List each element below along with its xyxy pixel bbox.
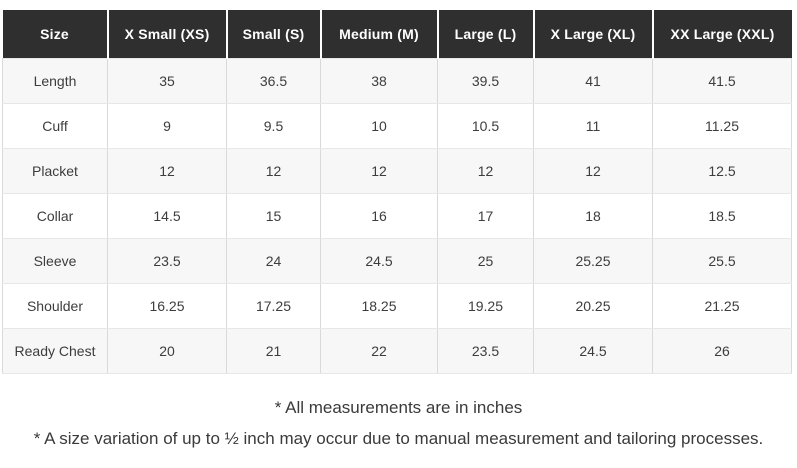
size-chart-body [3,59,792,374]
size-chart-header [3,10,792,59]
measurement-cell: 12 [321,149,438,194]
measurement-cell: 25.25 [534,239,653,284]
column-header-xsmall: X Small (XS) [108,10,227,59]
row-label: Placket [3,149,108,194]
measurement-cell: 41 [534,59,653,104]
measurement-cell: 9.5 [227,104,321,149]
measurement-cell: 17.25 [227,284,321,329]
measurement-cell: 19.25 [438,284,534,329]
measurement-cell: 18.25 [321,284,438,329]
footnotes [0,397,797,450]
measurement-cell: 35 [108,59,227,104]
measurement-cell: 15 [227,194,321,239]
measurement-cell: 41.5 [653,59,792,104]
measurement-cell: 26 [653,329,792,374]
note-measurements-in-inches: * All measurements are in inches [274,398,523,417]
measurement-cell: 16 [321,194,438,239]
row-label: Length [3,59,108,104]
row-label: Ready Chest [3,329,108,374]
measurement-cell: 12 [438,149,534,194]
table-row-placket [3,149,792,194]
measurement-cell: 23.5 [438,329,534,374]
measurement-cell: 21.25 [653,284,792,329]
table-row-shoulder [3,284,792,329]
measurement-cell: 24 [227,239,321,284]
measurement-cell: 22 [321,329,438,374]
measurement-cell: 25 [438,239,534,284]
column-header-size: Size [3,10,108,59]
measurement-cell: 18 [534,194,653,239]
measurement-cell: 38 [321,59,438,104]
measurement-cell: 23.5 [108,239,227,284]
column-header-medium: Medium (M) [321,10,438,59]
measurement-cell: 12 [108,149,227,194]
column-header-small: Small (S) [227,10,321,59]
column-header-xlarge: X Large (XL) [534,10,653,59]
column-header-xxlarge: XX Large (XXL) [653,10,792,59]
measurement-cell: 16.25 [108,284,227,329]
table-row-cuff [3,104,792,149]
measurement-cell: 20.25 [534,284,653,329]
measurement-cell: 9 [108,104,227,149]
row-label: Collar [3,194,108,239]
measurement-cell: 10 [321,104,438,149]
measurement-cell: 14.5 [108,194,227,239]
measurement-cell: 21 [227,329,321,374]
measurement-cell: 11 [534,104,653,149]
measurement-cell: 10.5 [438,104,534,149]
table-row-collar [3,194,792,239]
note-size-variation: * A size variation of up to ½ inch may occur due to manual measurement and tailoring processes. [33,429,764,449]
measurement-cell: 24.5 [534,329,653,374]
table-row-ready-chest [3,329,792,374]
measurement-cell: 36.5 [227,59,321,104]
row-label: Sleeve [3,239,108,284]
measurement-cell: 12.5 [653,149,792,194]
size-chart-table [2,10,792,374]
measurement-cell: 18.5 [653,194,792,239]
column-header-large: Large (L) [438,10,534,59]
measurement-cell: 17 [438,194,534,239]
measurement-cell: 24.5 [321,239,438,284]
header-row [3,10,792,59]
measurement-cell: 12 [227,149,321,194]
table-row-length [3,59,792,104]
measurement-cell: 25.5 [653,239,792,284]
row-label: Shoulder [3,284,108,329]
size-chart-container [2,10,791,374]
measurement-cell: 39.5 [438,59,534,104]
measurement-cell: 20 [108,329,227,374]
table-row-sleeve [3,239,792,284]
row-label: Cuff [3,104,108,149]
measurement-cell: 12 [534,149,653,194]
measurement-cell: 11.25 [653,104,792,149]
